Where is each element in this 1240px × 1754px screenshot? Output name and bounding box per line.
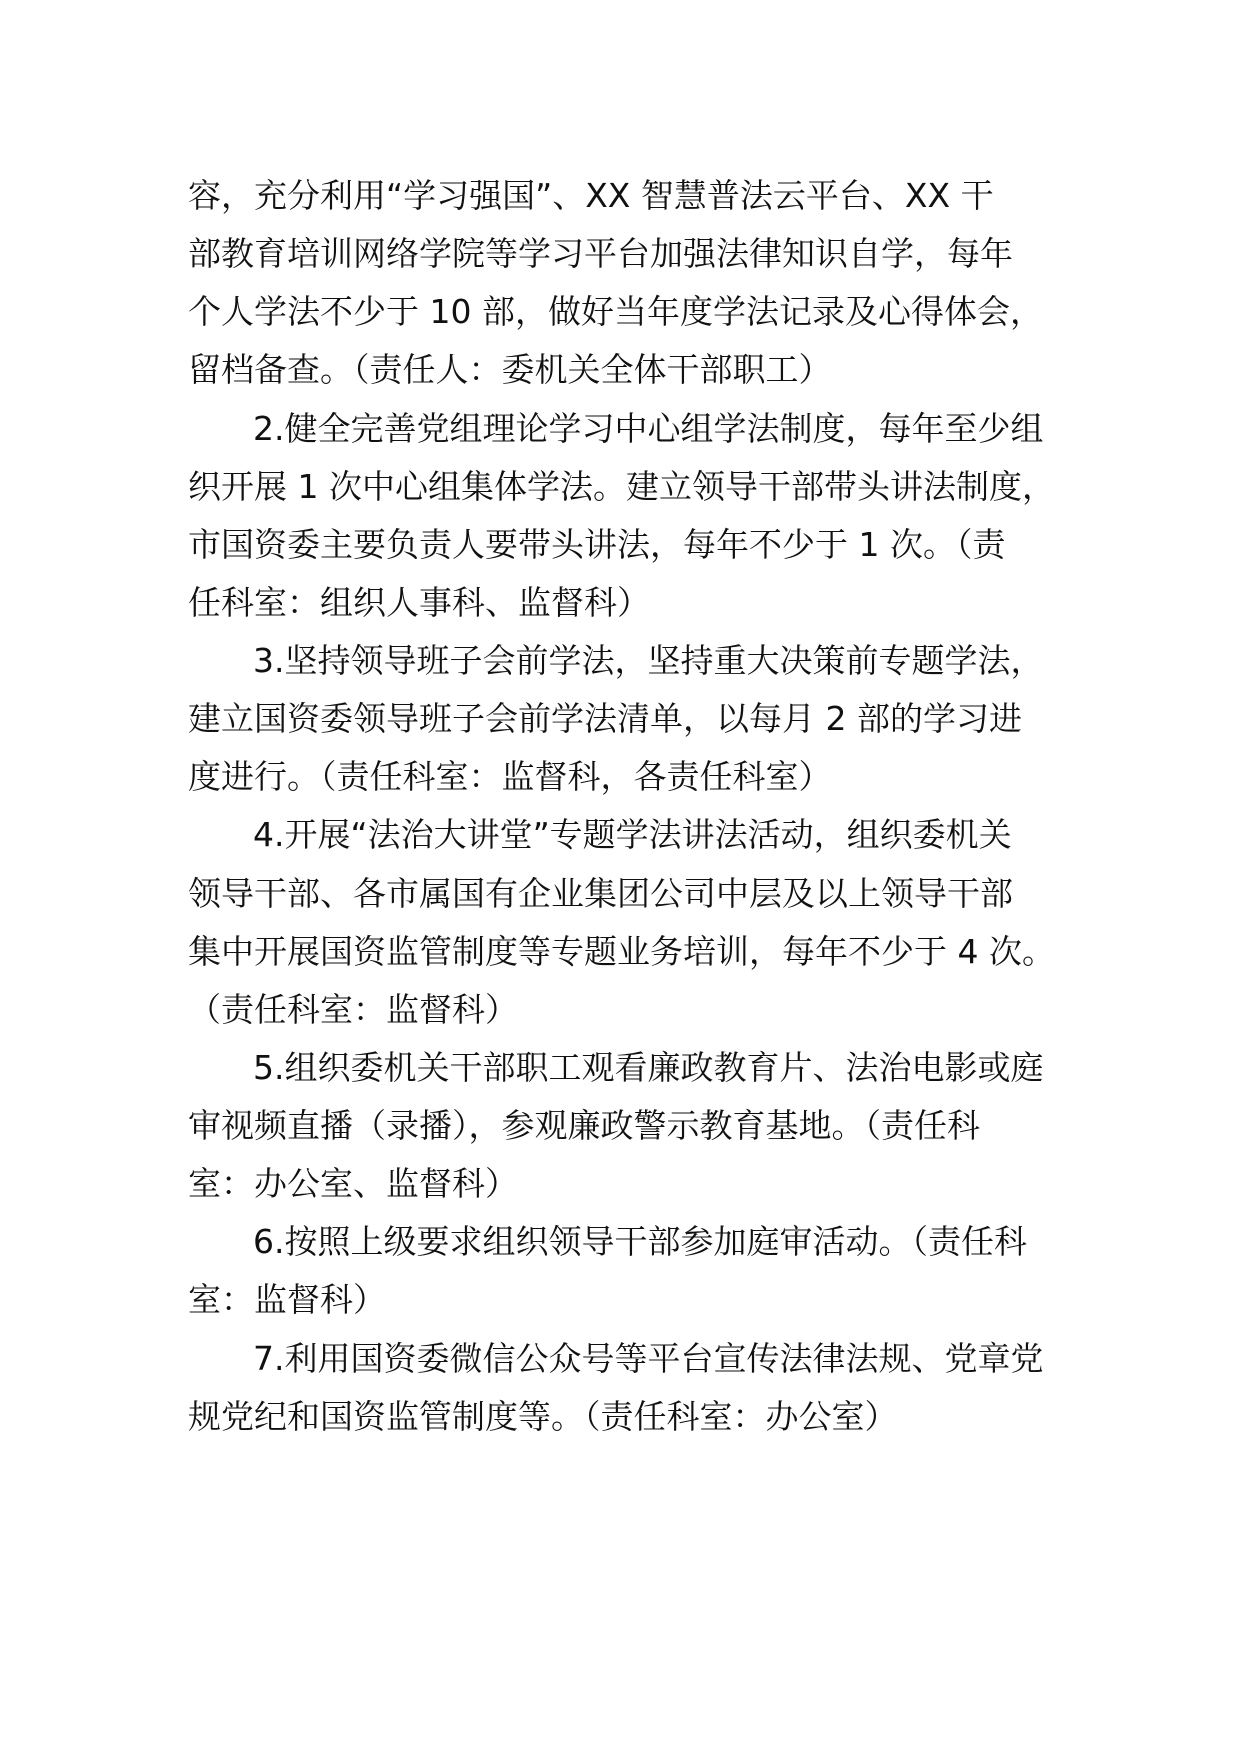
body-text-line: 市国资委主要负责人要带头讲法，每年不少于 1 次。（责 bbox=[188, 525, 1006, 564]
body-text-line: 留档备查。（责任人：委机关全体干部职工） bbox=[188, 350, 832, 389]
item-3-first-line: 3.坚持领导班子会前学法，坚持重大决策前专题学法， bbox=[253, 641, 1044, 680]
item-2-first-line: 2.健全完善党组理论学习中心组学法制度，每年至少组 bbox=[253, 409, 1044, 448]
item-4-first-line: 4.开展“法治大讲堂”专题学法讲法活动，组织委机关 bbox=[253, 815, 1012, 854]
body-text-line: 建立国资委领导班子会前学法清单，以每月 2 部的学习进 bbox=[188, 699, 1022, 738]
item-7-first-line: 7.利用国资委微信公众号等平台宣传法律法规、党章党 bbox=[253, 1339, 1044, 1378]
item-5-first-line: 5.组织委机关干部职工观看廉政教育片、法治电影或庭 bbox=[253, 1048, 1044, 1087]
body-text-line: 室：监督科） bbox=[188, 1280, 386, 1319]
body-text-line: 室：办公室、监督科） bbox=[188, 1164, 518, 1203]
body-text-line: 任科室：组织人事科、监督科） bbox=[188, 583, 650, 622]
item-6-first-line: 6.按照上级要求组织领导干部参加庭审活动。（责任科 bbox=[253, 1222, 1027, 1261]
body-text-line: 审视频直播（录播），参观廉政警示教育基地。（责任科 bbox=[188, 1106, 980, 1145]
body-text-line: 集中开展国资监管制度等专题业务培训，每年不少于 4 次。 bbox=[188, 932, 1055, 971]
body-text-line: 领导干部、各市属国有企业集团公司中层及以上领导干部 bbox=[188, 874, 1013, 913]
body-text-line: 部教育培训网络学院等学习平台加强法律知识自学，每年 bbox=[188, 234, 1013, 273]
body-text-line: 规党纪和国资监管制度等。（责任科室：办公室） bbox=[188, 1397, 898, 1436]
body-text-line: 度进行。（责任科室：监督科，各责任科室） bbox=[188, 757, 832, 796]
body-text-line: 织开展 1 次中心组集体学法。建立领导干部带头讲法制度， bbox=[188, 467, 1055, 506]
body-text-line: 容，充分利用“学习强国”、XX 智慧普法云平台、XX 干 bbox=[188, 176, 994, 215]
body-text-line: 个人学法不少于 10 部，做好当年度学法记录及心得体会， bbox=[188, 292, 1043, 331]
body-text-line: （责任科室：监督科） bbox=[188, 990, 518, 1029]
